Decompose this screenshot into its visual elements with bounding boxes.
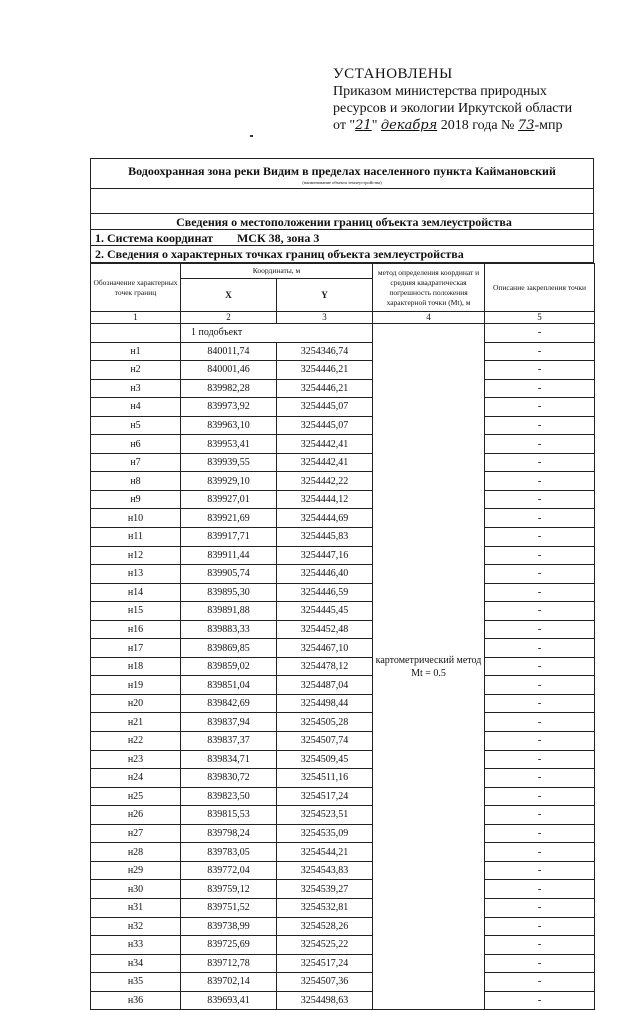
point-id: н30 [91, 880, 181, 899]
point-id: н22 [91, 732, 181, 751]
point-id: н12 [91, 546, 181, 565]
point-id: н26 [91, 806, 181, 825]
table-row [91, 750, 595, 769]
method-cell: картометрический метод Mt = 0.5 [373, 324, 485, 1010]
blank-ruled-row [91, 189, 593, 214]
point-y: 3254447,16 [277, 546, 373, 565]
point-id: н8 [91, 472, 181, 491]
point-id: н28 [91, 843, 181, 862]
point-x: 839759,12 [181, 880, 277, 899]
subobject-empty-cell [91, 324, 181, 343]
point-x: 839772,04 [181, 861, 277, 880]
description-dash: - [485, 490, 595, 509]
coord-system-label: 1. Система координат [95, 231, 213, 245]
point-id: н36 [91, 991, 181, 1010]
table-row [91, 620, 595, 639]
header-y: Y [277, 279, 373, 312]
description-dash: - [485, 787, 595, 806]
point-y: 3254498,63 [277, 991, 373, 1010]
description-dash: - [485, 806, 595, 825]
point-x: 839834,71 [181, 750, 277, 769]
description-dash: - [485, 416, 595, 435]
point-id: н35 [91, 973, 181, 992]
point-y: 3254467,10 [277, 639, 373, 658]
table-row [91, 398, 595, 417]
table-row [91, 824, 595, 843]
table-row [91, 806, 595, 825]
description-dash: - [485, 898, 595, 917]
scan-mark [250, 135, 253, 137]
description-dash: - [485, 342, 595, 361]
point-x: 839869,85 [181, 639, 277, 658]
col-number: 5 [485, 312, 595, 324]
approval-suffix: -мпр [534, 118, 563, 133]
table-row [91, 453, 595, 472]
description-dash: - [485, 861, 595, 880]
point-y: 3254535,09 [277, 824, 373, 843]
table-row [91, 509, 595, 528]
table-row [91, 361, 595, 380]
point-x: 839859,02 [181, 657, 277, 676]
description-dash: - [485, 750, 595, 769]
point-y: 3254452,48 [277, 620, 373, 639]
point-x: 839883,33 [181, 620, 277, 639]
point-x: 840011,74 [181, 342, 277, 361]
point-y: 3254444,69 [277, 509, 373, 528]
points-table [90, 263, 595, 1010]
description-dash: - [485, 843, 595, 862]
point-y: 3254445,07 [277, 416, 373, 435]
header-x: X [181, 279, 277, 312]
table-row [91, 861, 595, 880]
description-dash: - [485, 453, 595, 472]
point-x: 839837,37 [181, 732, 277, 751]
table-row [91, 435, 595, 454]
point-y: 3254507,74 [277, 732, 373, 751]
point-y: 3254509,45 [277, 750, 373, 769]
point-y: 3254444,12 [277, 490, 373, 509]
point-id: н6 [91, 435, 181, 454]
table-row [91, 917, 595, 936]
point-id: н9 [91, 490, 181, 509]
description-dash: - [485, 713, 595, 732]
approval-title: УСТАНОВЛЕНЫ [333, 66, 453, 82]
description-dash: - [485, 620, 595, 639]
point-y: 3254543,83 [277, 861, 373, 880]
table-row [91, 546, 595, 565]
approval-day: 21 [355, 118, 372, 133]
description-dash: - [485, 973, 595, 992]
table-row [91, 732, 595, 751]
point-y: 3254446,59 [277, 583, 373, 602]
header-description: Описание закрепления точки [485, 264, 595, 312]
boundary-sheet [90, 158, 594, 1010]
description-dash: - [485, 769, 595, 788]
point-x: 839917,71 [181, 528, 277, 547]
point-y: 3254446,21 [277, 361, 373, 380]
point-y: 3254346,74 [277, 342, 373, 361]
object-subtitle: (наименование объекта землеустройства) [302, 180, 382, 185]
point-y: 3254532,81 [277, 898, 373, 917]
approval-number: 73 [517, 118, 535, 133]
table-row [91, 954, 595, 973]
description-dash: - [485, 435, 595, 454]
col-number: 1 [91, 312, 181, 324]
col-number: 4 [373, 312, 485, 324]
point-y: 3254445,07 [277, 398, 373, 417]
point-y: 3254478,12 [277, 657, 373, 676]
point-x: 839830,72 [181, 769, 277, 788]
point-x: 839891,88 [181, 602, 277, 621]
point-x: 839702,14 [181, 973, 277, 992]
point-id: н20 [91, 694, 181, 713]
approval-from: от " [333, 118, 356, 133]
col-number: 3 [277, 312, 373, 324]
header-designation: Обозначение характерных точек границ [91, 264, 181, 312]
point-x: 839939,55 [181, 453, 277, 472]
point-x: 839712,78 [181, 954, 277, 973]
header-coordinates: Координаты, м [181, 264, 373, 279]
approval-year: 2018 года № [440, 118, 515, 133]
point-y: 3254525,22 [277, 936, 373, 955]
point-id: н27 [91, 824, 181, 843]
point-id: н7 [91, 453, 181, 472]
description-dash: - [485, 880, 595, 899]
approval-stamp [333, 66, 633, 134]
section-title: Сведения о местоположении границ объекта землеустройства [91, 214, 593, 230]
point-x: 839905,74 [181, 565, 277, 584]
table-row [91, 843, 595, 862]
header-method: метод определения координат и средняя квадратическая погрешность положения характерной точки (Mt), м [373, 264, 485, 312]
point-y: 3254498,44 [277, 694, 373, 713]
description-dash: - [485, 657, 595, 676]
description-dash: - [485, 509, 595, 528]
point-x: 839738,99 [181, 917, 277, 936]
point-x: 839783,05 [181, 843, 277, 862]
point-id: н18 [91, 657, 181, 676]
point-y: 3254539,27 [277, 880, 373, 899]
point-x: 839911,44 [181, 546, 277, 565]
table-row [91, 490, 595, 509]
point-y: 3254511,16 [277, 769, 373, 788]
column-number-row [91, 312, 595, 324]
point-x: 840001,46 [181, 361, 277, 380]
table-row [91, 416, 595, 435]
point-x: 839851,04 [181, 676, 277, 695]
approval-quote: " [371, 118, 378, 133]
table-row [91, 880, 595, 899]
point-id: н23 [91, 750, 181, 769]
point-x: 839751,52 [181, 898, 277, 917]
point-id: н15 [91, 602, 181, 621]
description-dash: - [485, 824, 595, 843]
description-dash: - [485, 917, 595, 936]
point-y: 3254505,28 [277, 713, 373, 732]
point-y: 3254442,22 [277, 472, 373, 491]
point-x: 839837,94 [181, 713, 277, 732]
point-x: 839953,41 [181, 435, 277, 454]
table-row [91, 528, 595, 547]
point-y: 3254446,21 [277, 379, 373, 398]
description-dash: - [485, 936, 595, 955]
point-id: н10 [91, 509, 181, 528]
table-row [91, 583, 595, 602]
point-id: н21 [91, 713, 181, 732]
table-row [91, 936, 595, 955]
point-x: 839823,50 [181, 787, 277, 806]
point-y: 3254507,36 [277, 973, 373, 992]
point-id: н14 [91, 583, 181, 602]
object-title-row [91, 159, 593, 189]
point-y: 3254523,51 [277, 806, 373, 825]
description-dash: - [485, 583, 595, 602]
subobject-label: 1 подобъект [181, 324, 373, 343]
point-id: н24 [91, 769, 181, 788]
subobject-row [91, 324, 595, 343]
object-title: Водоохранная зона реки Видим в пределах населенного пункта Каймановский [128, 164, 556, 178]
point-x: 839927,01 [181, 490, 277, 509]
table-row [91, 769, 595, 788]
approval-month: декабря [380, 118, 438, 133]
approval-line-1: Приказом министерства природных [333, 84, 547, 99]
description-dash: - [485, 546, 595, 565]
description-dash: - [485, 954, 595, 973]
table-row [91, 787, 595, 806]
table-row [91, 657, 595, 676]
point-y: 3254544,21 [277, 843, 373, 862]
point-y: 3254487,04 [277, 676, 373, 695]
approval-line-2: ресурсов и экологии Иркутской области [333, 101, 573, 116]
point-x: 839725,69 [181, 936, 277, 955]
point-x: 839921,69 [181, 509, 277, 528]
description-dash: - [485, 639, 595, 658]
point-id: н17 [91, 639, 181, 658]
table-row [91, 379, 595, 398]
point-id: н33 [91, 936, 181, 955]
point-id: н11 [91, 528, 181, 547]
description-dash: - [485, 528, 595, 547]
point-id: н2 [91, 361, 181, 380]
point-id: н5 [91, 416, 181, 435]
point-y: 3254528,26 [277, 917, 373, 936]
point-id: н4 [91, 398, 181, 417]
point-id: н31 [91, 898, 181, 917]
description-dash: - [485, 565, 595, 584]
description-dash: - [485, 676, 595, 695]
point-x: 839842,69 [181, 694, 277, 713]
table-row [91, 565, 595, 584]
point-id: н34 [91, 954, 181, 973]
point-id: н13 [91, 565, 181, 584]
table-row [91, 676, 595, 695]
table-header-row [91, 264, 595, 279]
table-row [91, 973, 595, 992]
table-row [91, 694, 595, 713]
point-x: 839895,30 [181, 583, 277, 602]
point-x: 839798,24 [181, 824, 277, 843]
point-id: н25 [91, 787, 181, 806]
table-row [91, 898, 595, 917]
table-row [91, 342, 595, 361]
point-y: 3254517,24 [277, 787, 373, 806]
description-dash: - [485, 324, 595, 343]
point-x: 839815,53 [181, 806, 277, 825]
point-y: 3254445,45 [277, 602, 373, 621]
point-y: 3254517,24 [277, 954, 373, 973]
description-dash: - [485, 361, 595, 380]
table-row [91, 713, 595, 732]
table-row [91, 602, 595, 621]
point-y: 3254442,41 [277, 453, 373, 472]
approval-date-line [333, 117, 633, 134]
table-row [91, 472, 595, 491]
point-id: н29 [91, 861, 181, 880]
points-section-title: 2. Сведения о характерных точках границ объекта землеустройства [95, 247, 464, 261]
table-row [91, 991, 595, 1010]
point-id: н1 [91, 342, 181, 361]
point-y: 3254442,41 [277, 435, 373, 454]
point-id: н19 [91, 676, 181, 695]
sheet-frame [90, 158, 594, 263]
point-id: н16 [91, 620, 181, 639]
description-dash: - [485, 732, 595, 751]
description-dash: - [485, 991, 595, 1010]
description-dash: - [485, 602, 595, 621]
point-id: н3 [91, 379, 181, 398]
description-dash: - [485, 379, 595, 398]
point-y: 3254445,83 [277, 528, 373, 547]
coord-system-value: МСК 38, зона 3 [236, 231, 320, 245]
point-y: 3254446,40 [277, 565, 373, 584]
description-dash: - [485, 694, 595, 713]
description-dash: - [485, 398, 595, 417]
table-row [91, 639, 595, 658]
point-x: 839982,28 [181, 379, 277, 398]
col-number: 2 [181, 312, 277, 324]
point-x: 839963,10 [181, 416, 277, 435]
point-id: н32 [91, 917, 181, 936]
coord-system-row [91, 230, 593, 246]
point-x: 839693,41 [181, 991, 277, 1010]
description-dash: - [485, 472, 595, 491]
point-x: 839973,92 [181, 398, 277, 417]
point-x: 839929,10 [181, 472, 277, 491]
